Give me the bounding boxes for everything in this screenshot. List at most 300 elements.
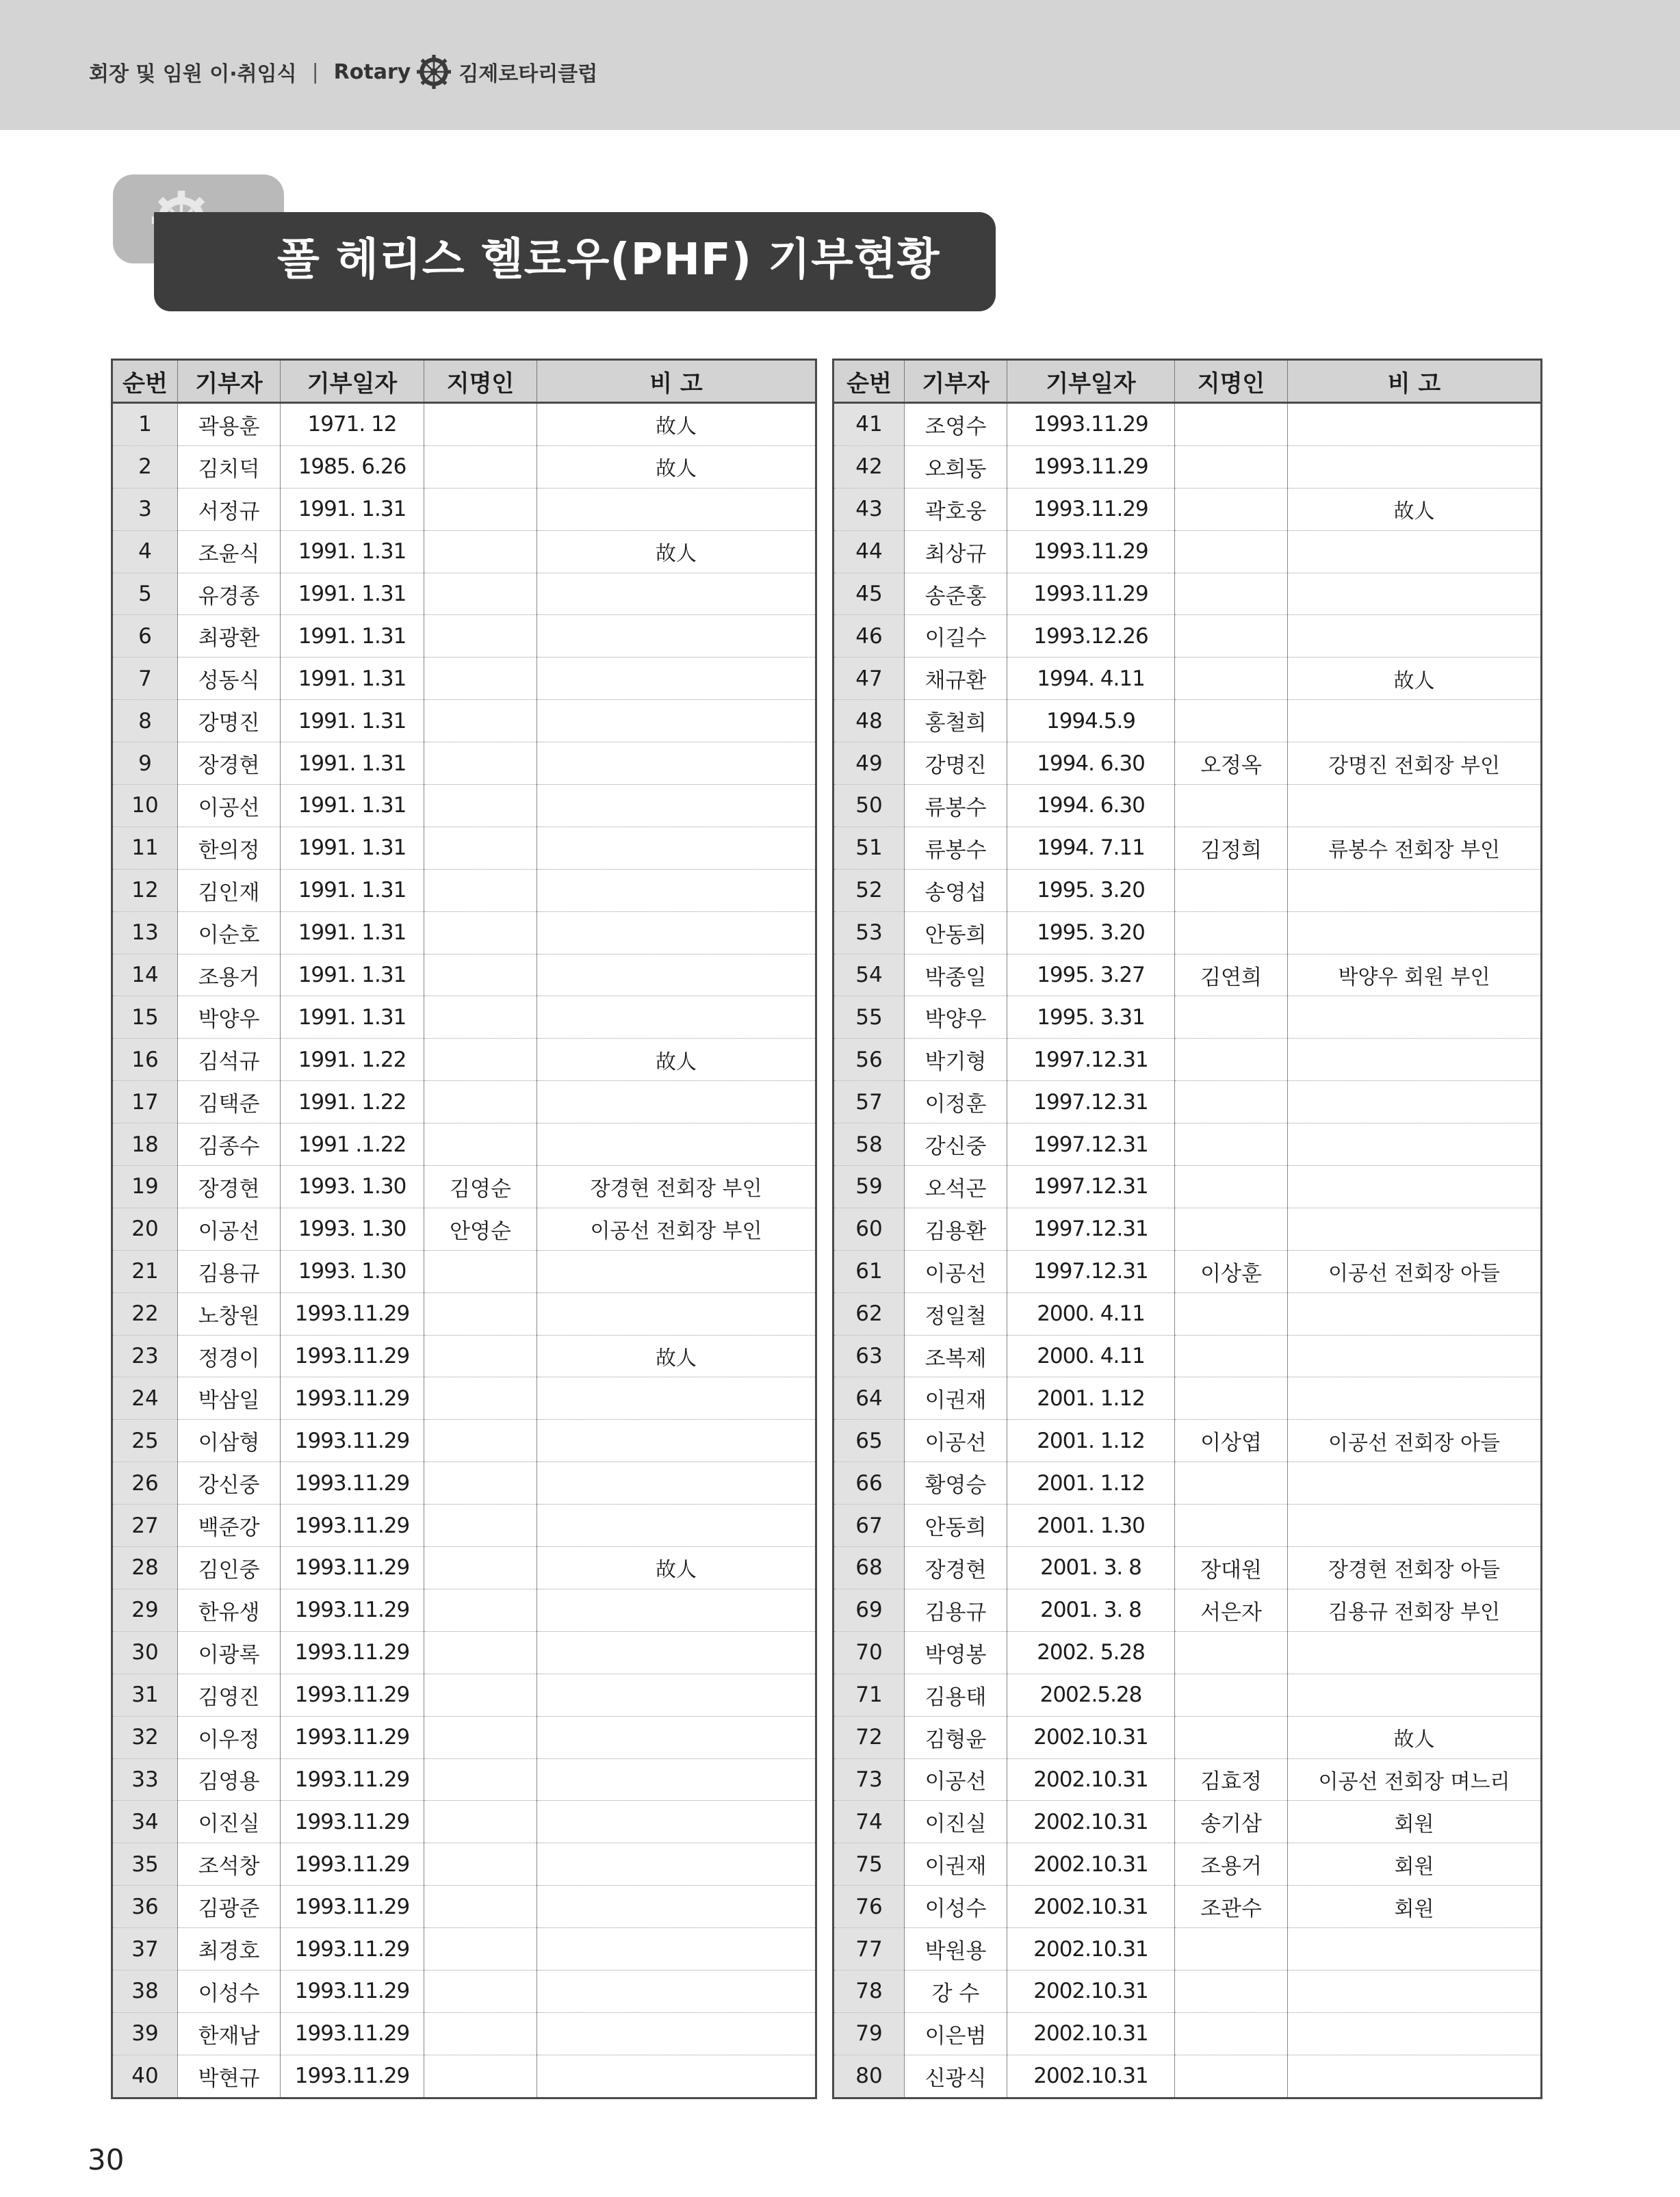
cell-nominee (424, 2012, 537, 2055)
cell-nominee (424, 1928, 537, 1971)
cell-nominee (424, 1631, 537, 1674)
cell-no: 60 (833, 1208, 905, 1250)
table-row (833, 785, 1542, 827)
cell-note (537, 1928, 816, 1971)
cell-no: 45 (833, 573, 905, 615)
cell-date: 1993.11.29 (1007, 530, 1175, 573)
cell-donor: 이삼형 (178, 1420, 281, 1462)
cell-date: 1995. 3.31 (1007, 996, 1175, 1039)
cell-no: 17 (112, 1081, 178, 1123)
cell-date: 1991. 1.31 (281, 911, 424, 954)
cell-note (1288, 1928, 1542, 1971)
cell-note (537, 1674, 816, 1716)
cell-donor: 장경현 (178, 1166, 281, 1208)
cell-no: 38 (112, 1970, 178, 2012)
cell-nominee (1175, 996, 1288, 1039)
cell-date: 1993.11.29 (281, 1928, 424, 1971)
cell-donor: 이성수 (178, 1970, 281, 2012)
table-body (833, 403, 1542, 2098)
table-row (833, 1166, 1542, 1208)
cell-date: 1997.12.31 (1007, 1208, 1175, 1250)
cell-nominee (424, 1674, 537, 1716)
cell-note (1288, 1335, 1542, 1377)
table-row (833, 1462, 1542, 1505)
cell-donor: 김치덕 (178, 445, 281, 488)
table-row (112, 1928, 816, 1971)
cell-note (1288, 1081, 1542, 1123)
table-row (833, 1547, 1542, 1589)
cell-nominee: 조관수 (1175, 1886, 1288, 1928)
cell-donor: 조영수 (905, 403, 1007, 446)
cell-donor: 최광환 (178, 615, 281, 658)
cell-date: 1991. 1.31 (281, 573, 424, 615)
cell-nominee (1175, 1123, 1288, 1166)
cell-nominee (424, 1589, 537, 1631)
cell-note (537, 1758, 816, 1801)
cell-note (1288, 573, 1542, 615)
cell-nominee: 장대원 (1175, 1547, 1288, 1589)
cell-note (1288, 403, 1542, 446)
page-number: 30 (88, 2143, 125, 2176)
cell-date: 1971. 12 (281, 403, 424, 446)
cell-nominee: 김효정 (1175, 1758, 1288, 1801)
cell-date: 1991. 1.31 (281, 996, 424, 1039)
cell-date: 1985. 6.26 (281, 445, 424, 488)
cell-nominee (424, 658, 537, 700)
cell-nominee (1175, 403, 1288, 446)
cell-note (537, 1843, 816, 1886)
cell-no: 74 (833, 1801, 905, 1843)
cell-donor: 백준강 (178, 1505, 281, 1547)
table-row (833, 1123, 1542, 1166)
cell-donor: 한유생 (178, 1589, 281, 1631)
cell-date: 1993.11.29 (281, 1505, 424, 1547)
table-row (112, 996, 816, 1039)
cell-nominee (1175, 1081, 1288, 1123)
cell-no: 44 (833, 530, 905, 573)
cell-note (537, 785, 816, 827)
cell-date: 1993. 1.30 (281, 1166, 424, 1208)
cell-nominee (1175, 2012, 1288, 2055)
cell-note: 장경현 전회장 부인 (537, 1166, 816, 1208)
cell-donor: 유경종 (178, 573, 281, 615)
cell-no: 37 (112, 1928, 178, 1971)
cell-donor: 장경현 (178, 742, 281, 785)
cell-date: 1991. 1.31 (281, 488, 424, 530)
cell-donor: 이길수 (905, 615, 1007, 658)
cell-nominee (424, 1547, 537, 1589)
cell-date: 1995. 3.20 (1007, 911, 1175, 954)
cell-note (1288, 785, 1542, 827)
cell-nominee (1175, 658, 1288, 700)
cell-donor: 이공선 (905, 1250, 1007, 1292)
header-club-name: 김제로타리클럽 (458, 62, 598, 86)
cell-donor: 최경호 (178, 1928, 281, 1971)
table-row (112, 1801, 816, 1843)
column-header-note: 비 고 (1288, 360, 1542, 403)
cell-donor: 이순호 (178, 911, 281, 954)
cell-donor: 이공선 (905, 1420, 1007, 1462)
cell-date: 1997.12.31 (1007, 1166, 1175, 1208)
cell-date: 1993. 1.30 (281, 1208, 424, 1250)
cell-nominee (424, 827, 537, 869)
cell-note: 故人 (537, 1547, 816, 1589)
cell-no: 65 (833, 1420, 905, 1462)
cell-donor: 박현규 (178, 2055, 281, 2098)
table-row (833, 700, 1542, 742)
cell-no: 31 (112, 1674, 178, 1716)
cell-no: 79 (833, 2012, 905, 2055)
cell-no: 67 (833, 1505, 905, 1547)
cell-note (1288, 445, 1542, 488)
table-row (112, 1674, 816, 1716)
column-header-donor: 기부자 (178, 360, 281, 403)
cell-no: 36 (112, 1886, 178, 1928)
cell-no: 30 (112, 1631, 178, 1674)
cell-date: 1991. 1.31 (281, 530, 424, 573)
cell-date: 1993.11.29 (281, 1420, 424, 1462)
cell-nominee (424, 1462, 537, 1505)
cell-no: 15 (112, 996, 178, 1039)
cell-nominee (424, 403, 537, 446)
cell-date: 1991. 1.31 (281, 827, 424, 869)
cell-note (537, 1081, 816, 1123)
cell-date: 2000. 4.11 (1007, 1292, 1175, 1335)
table-row (112, 1758, 816, 1801)
cell-note (1288, 996, 1542, 1039)
header-section: 회장 및 임원 이·취임식 (89, 62, 297, 86)
cell-donor: 김택준 (178, 1081, 281, 1123)
cell-donor: 김영진 (178, 1674, 281, 1716)
table-row (833, 1505, 1542, 1547)
cell-donor: 한재남 (178, 2012, 281, 2055)
column-header-nominee: 지명인 (424, 360, 537, 403)
cell-donor: 박종일 (905, 954, 1007, 996)
table-row (833, 869, 1542, 911)
cell-donor: 김인재 (178, 869, 281, 911)
cell-donor: 김용규 (178, 1250, 281, 1292)
cell-nominee (424, 1801, 537, 1843)
cell-nominee (1175, 1631, 1288, 1674)
table-row (112, 488, 816, 530)
cell-no: 80 (833, 2055, 905, 2098)
table-row (833, 1420, 1542, 1462)
cell-no: 61 (833, 1250, 905, 1292)
cell-nominee (1175, 1292, 1288, 1335)
cell-no: 35 (112, 1843, 178, 1886)
donation-table-left (111, 359, 817, 2099)
cell-donor: 김용환 (905, 1208, 1007, 1250)
cell-note: 박양우 회원 부인 (1288, 954, 1542, 996)
cell-donor: 강 수 (905, 1970, 1007, 2012)
table-row (833, 954, 1542, 996)
table-row (112, 1716, 816, 1758)
cell-nominee (424, 615, 537, 658)
cell-no: 6 (112, 615, 178, 658)
cell-no: 63 (833, 1335, 905, 1377)
cell-date: 1997.12.31 (1007, 1250, 1175, 1292)
cell-note (1288, 869, 1542, 911)
cell-no: 47 (833, 658, 905, 700)
table-row (833, 615, 1542, 658)
table-row (833, 1377, 1542, 1420)
cell-nominee (1175, 1335, 1288, 1377)
table-row (833, 742, 1542, 785)
cell-no: 70 (833, 1631, 905, 1674)
cell-nominee (1175, 2055, 1288, 2098)
cell-nominee: 김연희 (1175, 954, 1288, 996)
table-row (112, 403, 816, 446)
cell-nominee (1175, 1166, 1288, 1208)
cell-note (537, 827, 816, 869)
cell-no: 1 (112, 403, 178, 446)
cell-donor: 이광록 (178, 1631, 281, 1674)
cell-note (537, 954, 816, 996)
table-row (112, 1970, 816, 2012)
cell-nominee: 오정옥 (1175, 742, 1288, 785)
column-header-date: 기부일자 (1007, 360, 1175, 403)
cell-nominee (424, 1420, 537, 1462)
cell-note: 회원 (1288, 1843, 1542, 1886)
cell-date: 1995. 3.27 (1007, 954, 1175, 996)
cell-donor: 이성수 (905, 1886, 1007, 1928)
cell-donor: 박양우 (905, 996, 1007, 1039)
table-row (833, 911, 1542, 954)
table-row (112, 615, 816, 658)
cell-nominee (424, 1123, 537, 1166)
cell-note (537, 700, 816, 742)
table-row (833, 2055, 1542, 2098)
cell-donor: 김용태 (905, 1674, 1007, 1716)
cell-donor: 이공선 (178, 785, 281, 827)
cell-donor: 이정훈 (905, 1081, 1007, 1123)
cell-nominee (424, 996, 537, 1039)
table-row (833, 1335, 1542, 1377)
cell-no: 29 (112, 1589, 178, 1631)
cell-nominee (424, 2055, 537, 2098)
cell-donor: 노창원 (178, 1292, 281, 1335)
cell-date: 2002.10.31 (1007, 1886, 1175, 1928)
cell-date: 1997.12.31 (1007, 1039, 1175, 1081)
cell-date: 2002.10.31 (1007, 1801, 1175, 1843)
cell-donor: 박삼일 (178, 1377, 281, 1420)
table-row (112, 911, 816, 954)
cell-date: 1993.11.29 (281, 1970, 424, 2012)
cell-note: 이공선 전회장 부인 (537, 1208, 816, 1250)
cell-note (537, 742, 816, 785)
cell-date: 2002.10.31 (1007, 1928, 1175, 1971)
cell-no: 21 (112, 1250, 178, 1292)
cell-note (537, 2055, 816, 2098)
cell-note (537, 996, 816, 1039)
table-row (112, 2012, 816, 2055)
cell-no: 12 (112, 869, 178, 911)
cell-nominee (424, 1081, 537, 1123)
cell-date: 2002.10.31 (1007, 1758, 1175, 1801)
cell-nominee (424, 1843, 537, 1886)
cell-note (1288, 615, 1542, 658)
cell-date: 1993.11.29 (281, 1843, 424, 1886)
cell-no: 58 (833, 1123, 905, 1166)
cell-donor: 강신중 (905, 1123, 1007, 1166)
table-row (112, 700, 816, 742)
cell-no: 48 (833, 700, 905, 742)
cell-no: 28 (112, 1547, 178, 1589)
table-row (112, 1589, 816, 1631)
cell-no: 52 (833, 869, 905, 911)
table-row (112, 1335, 816, 1377)
cell-note (537, 1716, 816, 1758)
cell-nominee (424, 445, 537, 488)
cell-nominee (1175, 1505, 1288, 1547)
table-row (112, 827, 816, 869)
cell-no: 78 (833, 1970, 905, 2012)
column-header-donor: 기부자 (905, 360, 1007, 403)
cell-nominee (1175, 615, 1288, 658)
cell-nominee (1175, 1928, 1288, 1971)
cell-nominee (424, 1250, 537, 1292)
cell-date: 1993.11.29 (281, 1674, 424, 1716)
cell-date: 2002.10.31 (1007, 1716, 1175, 1758)
cell-note (537, 615, 816, 658)
cell-date: 1991. 1.31 (281, 700, 424, 742)
column-header-no: 순번 (112, 360, 178, 403)
cell-date: 1994. 7.11 (1007, 827, 1175, 869)
table-row (112, 1292, 816, 1335)
cell-donor: 성동식 (178, 658, 281, 700)
cell-nominee (1175, 488, 1288, 530)
cell-no: 8 (112, 700, 178, 742)
table-row (833, 403, 1542, 446)
cell-donor: 조석창 (178, 1843, 281, 1886)
table-row (112, 1843, 816, 1886)
cell-nominee (1175, 869, 1288, 911)
cell-donor: 장경현 (905, 1547, 1007, 1589)
cell-nominee (1175, 1674, 1288, 1716)
cell-donor: 이진실 (905, 1801, 1007, 1843)
cell-nominee (424, 1970, 537, 2012)
table-row (833, 1292, 1542, 1335)
cell-donor: 김형윤 (905, 1716, 1007, 1758)
cell-donor: 최상규 (905, 530, 1007, 573)
table-body (112, 403, 816, 2098)
cell-no: 53 (833, 911, 905, 954)
cell-date: 1993. 1.30 (281, 1250, 424, 1292)
cell-no: 46 (833, 615, 905, 658)
cell-no: 49 (833, 742, 905, 785)
cell-donor: 신광식 (905, 2055, 1007, 2098)
cell-note (1288, 1039, 1542, 1081)
cell-nominee (424, 700, 537, 742)
cell-donor: 오석곤 (905, 1166, 1007, 1208)
cell-no: 71 (833, 1674, 905, 1716)
page-title: 폴 헤리스 헬로우(PHF) 기부현황 (277, 235, 940, 285)
cell-note (537, 1250, 816, 1292)
cell-no: 2 (112, 445, 178, 488)
cell-note (1288, 2055, 1542, 2098)
cell-note: 故人 (1288, 1716, 1542, 1758)
table-row (833, 996, 1542, 1039)
cell-date: 1993.11.29 (281, 1631, 424, 1674)
cell-note (537, 869, 816, 911)
table-row (112, 1505, 816, 1547)
table-row (833, 1250, 1542, 1292)
cell-date: 2001. 1.12 (1007, 1462, 1175, 1505)
cell-nominee (1175, 700, 1288, 742)
cell-date: 1993.11.29 (281, 1758, 424, 1801)
table-row (112, 1377, 816, 1420)
cell-note: 故人 (537, 1335, 816, 1377)
table-row (833, 1801, 1542, 1843)
cell-no: 33 (112, 1758, 178, 1801)
cell-date: 1991. 1.31 (281, 615, 424, 658)
cell-date: 1991 .1.22 (281, 1123, 424, 1166)
header-divider: | (311, 60, 319, 84)
cell-donor: 조윤식 (178, 530, 281, 573)
cell-no: 34 (112, 1801, 178, 1843)
section-title-banner (113, 174, 996, 311)
cell-note: 故人 (1288, 658, 1542, 700)
cell-date: 1993.11.29 (1007, 573, 1175, 615)
cell-date: 1993.11.29 (281, 1377, 424, 1420)
cell-nominee (424, 1758, 537, 1801)
cell-date: 1994. 6.30 (1007, 742, 1175, 785)
cell-donor: 김종수 (178, 1123, 281, 1166)
cell-date: 2002.5.28 (1007, 1674, 1175, 1716)
cell-nominee: 안영순 (424, 1208, 537, 1250)
cell-note (537, 1420, 816, 1462)
cell-nominee (424, 1039, 537, 1081)
cell-note (537, 488, 816, 530)
cell-note: 故人 (537, 403, 816, 446)
table-row (833, 1970, 1542, 2012)
cell-no: 42 (833, 445, 905, 488)
cell-donor: 이공선 (905, 1758, 1007, 1801)
cell-date: 1993.12.26 (1007, 615, 1175, 658)
cell-donor: 곽호웅 (905, 488, 1007, 530)
cell-date: 1991. 1.31 (281, 742, 424, 785)
cell-note: 이공선 전회장 아들 (1288, 1250, 1542, 1292)
running-header (89, 55, 597, 89)
cell-nominee (424, 869, 537, 911)
cell-donor: 송영섭 (905, 869, 1007, 911)
cell-note: 김용규 전회장 부인 (1288, 1589, 1542, 1631)
table-row (833, 1039, 1542, 1081)
cell-note (1288, 1631, 1542, 1674)
cell-donor: 홍철희 (905, 700, 1007, 742)
cell-donor: 곽용훈 (178, 403, 281, 446)
table-row (833, 827, 1542, 869)
cell-no: 4 (112, 530, 178, 573)
cell-date: 1993.11.29 (1007, 445, 1175, 488)
cell-nominee (424, 954, 537, 996)
cell-donor: 강신중 (178, 1462, 281, 1505)
table-row (112, 954, 816, 996)
table-row (112, 1123, 816, 1166)
table-row (833, 530, 1542, 573)
cell-no: 22 (112, 1292, 178, 1335)
cell-donor: 강명진 (905, 742, 1007, 785)
cell-note (537, 1123, 816, 1166)
table-row (833, 658, 1542, 700)
table-header-row (112, 360, 816, 403)
cell-donor: 이권재 (905, 1377, 1007, 1420)
cell-no: 59 (833, 1166, 905, 1208)
cell-date: 2000. 4.11 (1007, 1335, 1175, 1377)
cell-nominee: 이상엽 (1175, 1420, 1288, 1462)
cell-date: 1993.11.29 (281, 1886, 424, 1928)
cell-donor: 박영봉 (905, 1631, 1007, 1674)
